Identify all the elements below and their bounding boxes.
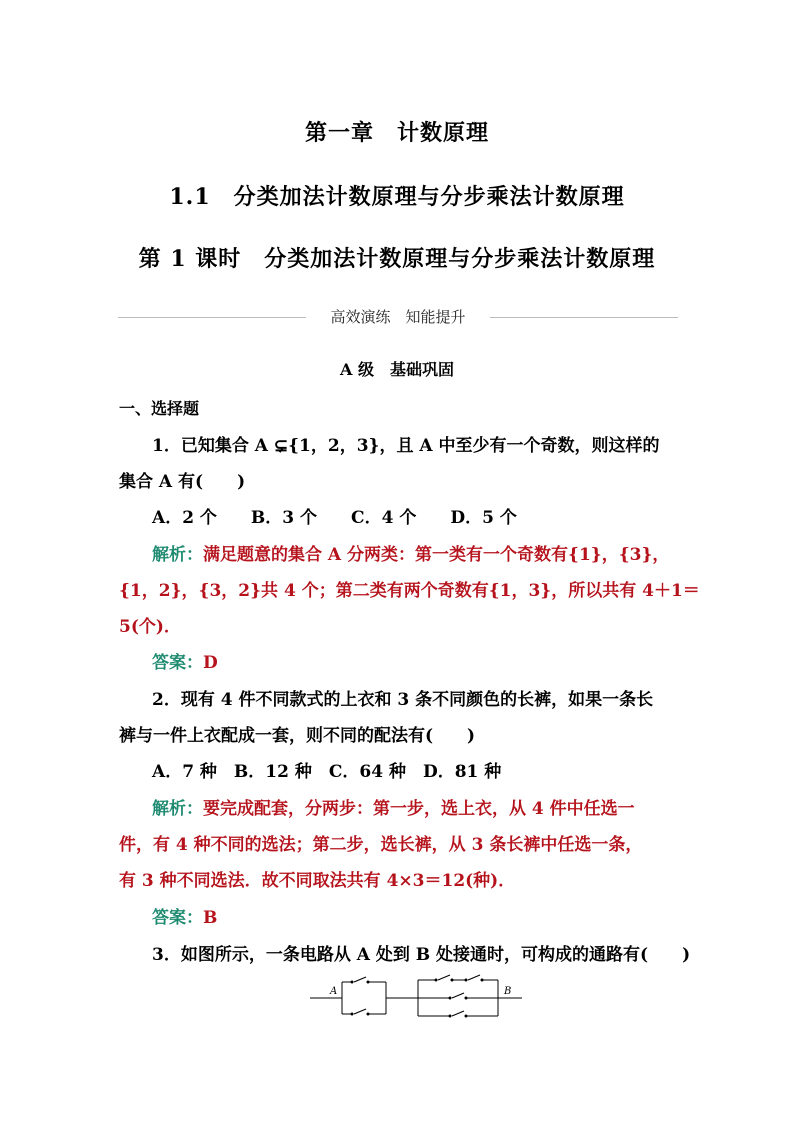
q2-analysis-line1 [152,794,635,819]
q2-stem-line2: 裤与一件上衣配成一套，则不同的配法有( ) [119,726,476,746]
q1-answer [152,648,218,673]
q3-stem: 3．如图所示，一条电路从 A 处到 B 处接通时，可构成的通路有( ) [152,945,691,965]
q1-analysis-text: 满足题意的集合 A 分两类：第一类有一个奇数有{1}，{3}， [203,545,670,565]
circuit-label-start: A [330,986,338,997]
q2-analysis-text: 要完成配套，分两步：第一步，选上衣，从 4 件中任选一 [203,799,635,819]
banner-right-rule [490,317,678,318]
switch-4 [468,975,480,980]
section-title: 1.1 分类加法计数原理与分步乘法计数原理 [169,184,625,210]
question-type-heading: 一、选择题 [119,399,200,418]
q1-stem-line2: 集合 A 有( ) [119,472,246,492]
q1-stem-line1: 1．已知集合 A ⊊{1，2，3}，且 A 中至少有一个奇数，则这样的 [152,436,660,456]
q1-analysis-line2: {1，2}，{3，2}共 4 个；第二类有两个奇数有{1，3}，所以共有 4＋1＝ [119,581,700,601]
q2-analysis-label: 解析： [152,799,203,819]
q1-analysis-line1 [152,540,669,565]
section-banner [118,306,678,328]
q1-answer-label: 答案： [152,653,203,673]
q1-analysis-line3: 5(个)． [119,617,181,637]
switch-5 [452,993,464,998]
switch-6 [452,1011,464,1016]
q2-analysis-line3: 有 3 种不同选法．故不同取法共有 4×3＝12(种)． [119,871,516,891]
q2-analysis-line2: 件，有 4 种不同的选法；第二步，选长裤，从 3 条长裤中任选一条， [119,835,643,855]
switch-1 [354,977,366,982]
q2-answer-label: 答案： [152,908,203,928]
switch-3 [438,975,450,980]
level-heading: A 级 基础巩固 [340,360,454,379]
q2-options: A．7 种 B．12 种 C．64 种 D．81 种 [152,762,502,782]
chapter-title: 第一章 计数原理 [304,120,489,146]
q1-analysis-label: 解析： [152,545,203,565]
q2-stem-line1: 2．现有 4 件不同款式的上衣和 3 条不同颜色的长裤，如果一条长 [152,690,654,710]
q1-options: A．2 个 B．3 个 C．4 个 D．5 个 [152,508,517,528]
q2-answer [152,903,217,928]
q2-answer-value: B [203,908,218,928]
lesson-title: 第 1 课时 分类加法计数原理与分步乘法计数原理 [138,246,656,272]
switch-2 [354,1009,366,1014]
q1-answer-value: D [203,653,218,673]
circuit-label-end: B [504,986,512,997]
banner-text: 高效演练 知能提升 [330,308,466,326]
circuit-diagram [310,972,525,1024]
